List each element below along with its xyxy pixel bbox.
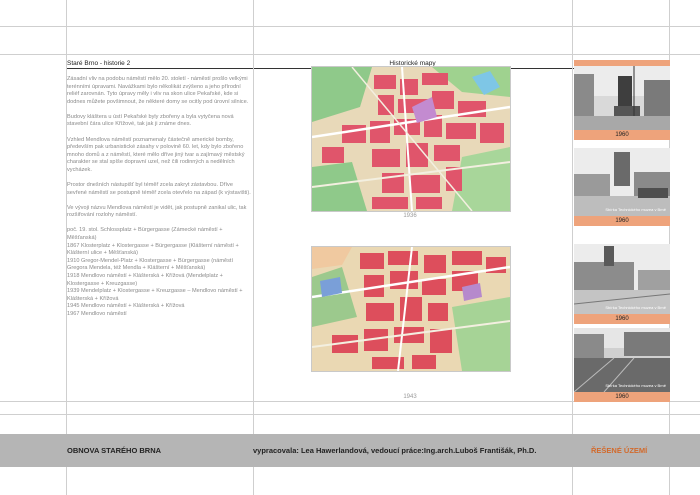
historic-photo-2	[574, 148, 670, 216]
history-text	[67, 76, 251, 319]
historic-map-1936	[311, 66, 511, 212]
historic-photo-1	[574, 66, 670, 130]
paragraph: Budovy kláštera u ústí Pekařské byly zbořeny a byla vytyčena nová stavební čára ulice Křížové, tak jak ji známe dnes.	[67, 113, 234, 128]
photo-year-caption: 1960	[574, 216, 670, 226]
list-item: 1910 Gregor-Mendel-Platz + Klostergasse + Bürgergasse (náměstí Gregora Mendela, též Mendla + Klášterní + Měšťanská)	[67, 257, 234, 272]
project-title: OBNOVA STARÉHO BRNA	[67, 446, 162, 455]
grid-line	[572, 0, 573, 495]
photo-watermark: Sbírka Technického muzea v Brně	[605, 207, 666, 212]
header-rule	[67, 68, 253, 69]
paragraph: Vzhled Mendlova náměstí poznamenaly částečně americké bomby, především pak urbanistické zásahy v polovině 60. let, kdy bylo zbořeno mnoho domů a z náměstí, které mělo dříve jiný tvar a zajímavý městský charakter se stal spíše dopravní uzel, než čili rodinných a nedělních vycházek.	[67, 136, 245, 173]
historic-photo-4	[574, 328, 670, 392]
grid-line	[0, 26, 700, 27]
section-label: ŘEŠENÉ ÚZEMÍ	[591, 446, 648, 455]
maps-heading: Historické mapy	[389, 60, 436, 67]
list-item: poč. 19. stol. Schlossplatz + Bürgergasse (Zámecké náměstí + Měšťanská)	[67, 227, 223, 241]
historic-photo-3	[574, 244, 670, 314]
historic-map-1943	[311, 246, 511, 372]
grid-line	[253, 0, 254, 495]
list-item: 1945 Mendlovo náměstí + Klášterská + Křížová	[67, 303, 185, 310]
list-item: 1918 Mendlovo náměstí + Klášterská + Křížová (Mendelplatz + Klostergasse + Kreuzgasse)	[67, 272, 223, 287]
paragraph: Ve vývoji názvu Mendlova náměstí je vidět, jak postupně zanikal ulic, tak rozšiřování rozlohy náměstí.	[67, 204, 247, 219]
photo-year-caption: 1960	[574, 392, 670, 402]
list-item: 1939 Mendelplatz + Klostergasse + Kreuzgasse – Mendlovo náměstí + Klášterská + Křížová	[67, 288, 243, 302]
map-year-caption: 1943	[403, 394, 417, 400]
photo-year-caption: 1960	[574, 314, 670, 324]
photo-watermark: Sbírka Technického muzea v Brně	[605, 305, 666, 310]
list-item: 1867 Klosterplatz + Klostergasse + Bürgergasse (Klášterní náměstí + Klášterní ulice + Měšťanská)	[67, 242, 239, 257]
photo-watermark: Sbírka Technického muzea v Brně	[605, 383, 666, 388]
list-item: 1967 Mendlovo náměstí	[67, 310, 127, 317]
paragraph: Prostor dnešních nástupišť byl téměř zcela zakryt zástavbou. Dříve sevřené náměstí se postupně téměř zcela otevřelo na západ (k výstavišti).	[67, 182, 251, 196]
photo-year-caption: 1960	[574, 130, 670, 140]
author-credit: vypracovala: Lea Hawerlandová, vedoucí práce:Ing.arch.Luboš Františák, Ph.D.	[253, 446, 537, 455]
map-year-caption: 1936	[403, 213, 417, 219]
section-title: Staré Brno - historie 2	[67, 60, 131, 67]
grid-line	[0, 54, 700, 55]
grid-line	[0, 414, 700, 415]
paragraph: Zásadní vliv na podobu náměstí mělo 20. století - náměstí prošlo velkými terénními úpravami. Navážkami bylo několikát zvýšeno a jeho přírodní reliéf zarovnán. Tyto úpravy měly i vliv na skon ulice Pekařské, kde si dodnes můžete povšimnout, že některé domy se ocitly pod úrovní silnice.	[67, 76, 249, 105]
street-names-list	[67, 227, 251, 318]
